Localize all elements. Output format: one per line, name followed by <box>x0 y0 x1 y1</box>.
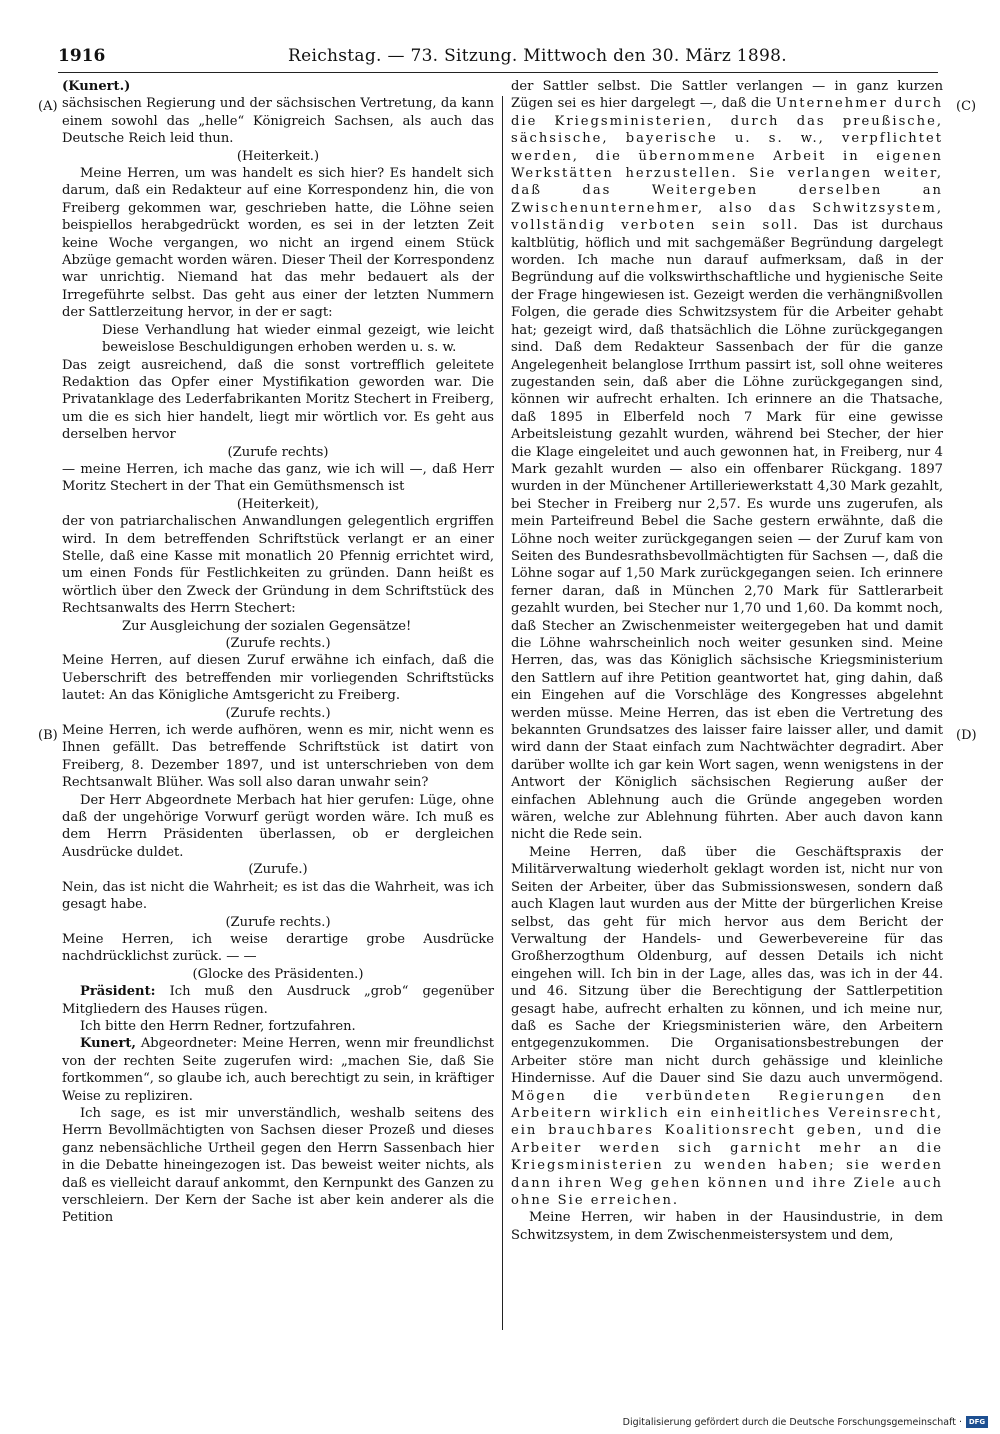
paragraph: Präsident: Ich muß den Ausdruck „grob“ gegenüber Mitgliedern des Hauses rügen. <box>62 984 494 1017</box>
paragraph: Kunert, Abgeordneter: Meine Herren, wenn mir freundlichst von der rechten Seite zugerufen wird: „machen Sie, daß Sie fortkommen“, so glaube ich, auch berechtigt zu sein, in kräftiger Weise zu repliziren. <box>62 1036 494 1104</box>
paragraph: der von patriarchalischen Anwandlungen gelegentlich ergriffen wird. In dem betreffenden Schriftstück verlangt er an einer Stelle, daß eine Kasse mit monatlich 20 Pfennig errichtet wird, um einen Fonds für Festlichkeiten zu gründen. Dann heißt es wörtlich über den Zweck der Gründung in dem Schriftstück des Rechtsanwalts des Herrn Stechert: <box>62 514 494 617</box>
emphasized-text: Mögen die verbündeten Regierungen den Arbeitern wirklich ein einheitliches Vereinsrecht, ein brauchbares Koalitionsrecht geben, und die Arbeiter werden sich garnicht mehr an die Kriegsministerien zu wenden haben; sie werden dann ihren Weg gehen können und ihre Ziele auch ohne Sie erreichen. <box>511 1088 943 1208</box>
paragraph: Ich sage, es ist mir unverständlich, weshalb seitens des Herrn Bevollmächtigten von Sachsen dieser Prozeß und dieses ganz nebensächliche Urtheil gegen den Herrn Sassenbach hier in die Debatte hineingezogen ist. Das beweist weiter nichts, als daß es vielleicht darauf ankommt, den Kernpunkt des Ganzen zu verschleiern. Der Kern der Sache ist aber kein anderer als die Petition <box>62 1105 494 1226</box>
paragraph: der Sattler selbst. Die Sattler verlangen — in ganz kurzen Zügen sei es hier dargelegt —, daß die Unternehmer durch die Kriegsministerien, durch das preußische, sächsische, bayerische u. s. w., verpflichtet werden, die übernommene Arbeit in eigenen Werkstätten herzustellen. Sie verlangen weiter, daß das Weitergeben derselben an Zwischenunternehmer, also das Schwitzsystem, vollständig verboten sein soll. Das ist durchaus kaltblütig, höflich und mit sachgemäßer Begründung dargelegt worden. Ich mache nun darauf aufmerksam, daß in der Begründung auf die volkswirthschaftliche und hygienische Seite der Frage hingewiesen ist. Gezeigt werden die verhängnißvollen Folgen, die gerade dies Schwitzsystem für die Arbeiter gehabt hat; gezeigt wird, daß thatsächlich die Löhne zurückgegangen sind. Daß dem Redakteur Sassenbach der für die ganze Angelegenheit belanglose Irrthum passirt ist, soll ohne weiteres zugestanden sein, daß aber die Löhne zurückgegangen sind, können wir aufrecht erhalten. Ich erinnere an die Thatsache, daß 1895 in Elberfeld noch 7 Mark für eine gewisse Arbeitsleistung gezahlt wurden, während bei Stecher, der hier die Klage eingeleitet und auch gewonnen hat, in Freiberg, nur 4 Mark gezahlt wurden — also ein offenbarer Rückgang. 1897 wurden in der Münchener Artilleriewerkstatt 4,30 Mark gezahlt, bei Stecher in Freiberg nur 2,57. Es wurde uns zugerufen, als mein Parteifreund Bebel die Sache gestern erwähnte, daß die Löhne noch weiter zurückgegangen seien — der Zuruf kam von Seiten des Bundesrathsbevollmächtigten für Sachsen —, daß die Löhne sogar auf 1,50 Mark zurückgegangen seien. Ich erinnere ferner daran, daß in München 2,70 Mark für Sattlerarbeit gezahlt wurden, bei Stecher nur 1,70 und 1,60. Da kommt noch, daß Stecher an Zwischenmeister weitergegeben hat und damit die Löhne wahrscheinlich noch weiter gesunken sind. Meine Herren, das, was das Königlich sächsische Kriegsministerium den Sattlern auf ihre Petition geantwortet hat, ging dahin, daß ein Eingehen auf die Vorschläge des Kongresses abgelehnt werden müsse. Meine Herren, das ist eben die Vertretung des bekannten Grundsatzes des laisser faire laisser aller, und damit wird dann der Staat einfach zum Nachtwächter degradirt. Aber darüber wollte ich gar kein Wort sagen, wenn wenigstens in der Antwort der Königlich sächsischen Regierung außer der einfachen Ablehnung auch die Gründe angegeben worden wären, welche zur Ablehnung führten. Aber auch davon kann nicht die Rede sein. <box>511 79 944 843</box>
speaker-name: Kunert, <box>80 1036 136 1052</box>
footer-text: Digitalisierung gefördert durch die Deutsche Forschungsgemeinschaft · <box>622 1416 962 1428</box>
interjection: (Zurufe rechts.) <box>225 914 331 930</box>
quotation: Diese Verhandlung hat wieder einmal gezeigt, wie leicht beweislose Beschuldigungen erhoben werden u. s. w. <box>102 322 494 356</box>
paragraph: Der Herr Abgeordnete Merbach hat hier gerufen: Lüge, ohne daß der ungehörige Vorwurf gerügt worden wäre. Ich muß es dem Herrn Präsidenten überlassen, ob er dergleichen Ausdrücke duldet. <box>62 792 494 860</box>
margin-marker-b: (B) <box>38 728 58 743</box>
emphasized-text: Unternehmer durch die Kriegsministerien, durch das preußische, sächsische, bayerische u. s. w., verpflichtet werden, die übernommene Arbeit in eigenen Werkstätten herzustellen. Sie verlangen weiter, daß das Weitergeben derselben an Zwischenunternehmer, also das Schwitzsystem, vollständig verboten sein soll. <box>511 96 944 234</box>
interjection: (Glocke des Präsidenten.) <box>192 966 364 982</box>
margin-marker-d: (D) <box>956 728 977 743</box>
paragraph: Meine Herren, ich weise derartige grobe Ausdrücke nachdrücklichst zurück. — — <box>62 931 494 965</box>
page-header <box>58 44 938 73</box>
paragraph: Meine Herren, wir haben in der Hausindustrie, in dem Schwitzsystem, in dem Zwischenmeistersystem und dem, <box>511 1210 943 1243</box>
interjection: (Zurufe.) <box>248 862 308 878</box>
right-column <box>511 78 943 1244</box>
paragraph: — meine Herren, ich mache das ganz, wie ich will —, daß Herr Moritz Stechert in der That ein Gemüthsmensch ist <box>62 461 494 495</box>
margin-marker-c: (C) <box>956 99 977 114</box>
interjection: (Zurufe rechts.) <box>225 705 331 721</box>
column-divider <box>502 96 503 1330</box>
interjection: (Heiterkeit), <box>236 496 320 512</box>
paragraph: Nein, das ist nicht die Wahrheit; es ist das die Wahrheit, was ich gesagt habe. <box>62 879 494 913</box>
paragraph: Ich bitte den Herrn Redner, fortzufahren. <box>80 1018 356 1034</box>
paragraph: Das zeigt ausreichend, daß die sonst vortrefflich geleitete Redaktion das Opfer einer Mystifikation geworden war. Die Privatanklage des Lederfabrikanten Moritz Stechert in Freiberg, um die es sich hier handelt, liegt mir wörtlich vor. Es geht aus derselben hervor <box>62 357 494 443</box>
speaker-tag: (Kunert.) <box>62 79 131 94</box>
page-number: 1916 <box>58 46 106 66</box>
page-title: Reichstag. — 73. Sitzung. Mittwoch den 30. März 1898. <box>288 46 787 66</box>
paragraph: Meine Herren, um was handelt es sich hier? Es handelt sich darum, daß ein Redakteur auf eine Korrespondenz hin, die von Freiberg gekommen war, geschrieben hatte, die Löhne seien beispiellos herabgedrückt worden, es sei in der letzten Zeit keine Woche vergangen, wo nicht an irgend einem Stück Abzüge gemacht worden wären. Dieser Theil der Korrespondenz war unrichtig. Niemand hat das mehr bedauert als der Irregeführte selbst. Das geht aus einer der letzten Nummern der Sattlerzeitung hervor, in der er sagt: <box>62 166 494 321</box>
footer-credit <box>623 1416 988 1428</box>
interjection: (Zurufe rechts.) <box>225 636 331 651</box>
interjection: (Zurufe rechts) <box>227 444 329 460</box>
paragraph: sächsischen Regierung und der sächsischen Vertretung, da kann einem sowohl das „helle“ Königreich Sachsen, als auch das Deutsche Reich leid thun. <box>62 96 494 147</box>
interjection: (Heiterkeit.) <box>236 148 320 164</box>
paragraph: Meine Herren, daß über die Geschäftspraxis der Militärverwaltung wiederholt geklagt worden ist, nicht nur von Seiten der Arbeiter, über das Submissionswesen, sondern daß auch Klagen laut wurden aus der Mitte der bürgerlichen Kreise selbst, das geht für mich hervor aus dem Bericht der Verwaltung der Handels- und Gewerbevereine für das Großherzogthum Oldenburg, auf dessen Details ich nicht eingehen will. Ich bin in der Lage, alles das, was ich in der 44. und 46. Sitzung über die Berechtigung der Sattlerpetition gesagt habe, aufrecht erhalten zu können, und ich meine nur, daß es Sache der Kriegsministerien wäre, den Arbeitern entgegenzukommen. Die Organisationsbestrebungen der Arbeiter störe man nicht durch gehässige und kleinliche Hindernisse. Auf die Dauer sind Sie dazu auch unvermögend. Mögen die verbündeten Regierungen den Arbeitern wirklich ein einheitliches Vereinsrecht, ein brauchbares Koalitionsrecht geben, und die Arbeiter werden sich garnicht mehr an die Kriegsministerien zu wenden haben; sie werden dann ihren Weg gehen können und ihre Ziele auch ohne Sie erreichen. <box>511 844 943 1208</box>
margin-marker-a: (A) <box>38 99 58 114</box>
dfg-logo-icon: DFG <box>966 1416 988 1428</box>
paragraph: Meine Herren, ich werde aufhören, wenn es mir, nicht wenn es Ihnen gefällt. Das betreffende Schriftstück ist datirt von Freiberg, 8. Dezember 1897, und ist unterschrieben von dem Rechtsanwalt Blüher. Was soll also daran unwahr sein? <box>62 723 494 791</box>
quotation: Zur Ausgleichung der sozialen Gegensätze! <box>122 618 412 634</box>
speaker-name: Präsident: <box>80 984 156 1000</box>
left-column <box>62 78 494 1227</box>
paragraph: Meine Herren, auf diesen Zuruf erwähne ich einfach, daß die Ueberschrift des betreffenden mir vorliegenden Schriftstücks lautet: An das Königliche Amtsgericht zu Freiberg. <box>62 653 494 704</box>
